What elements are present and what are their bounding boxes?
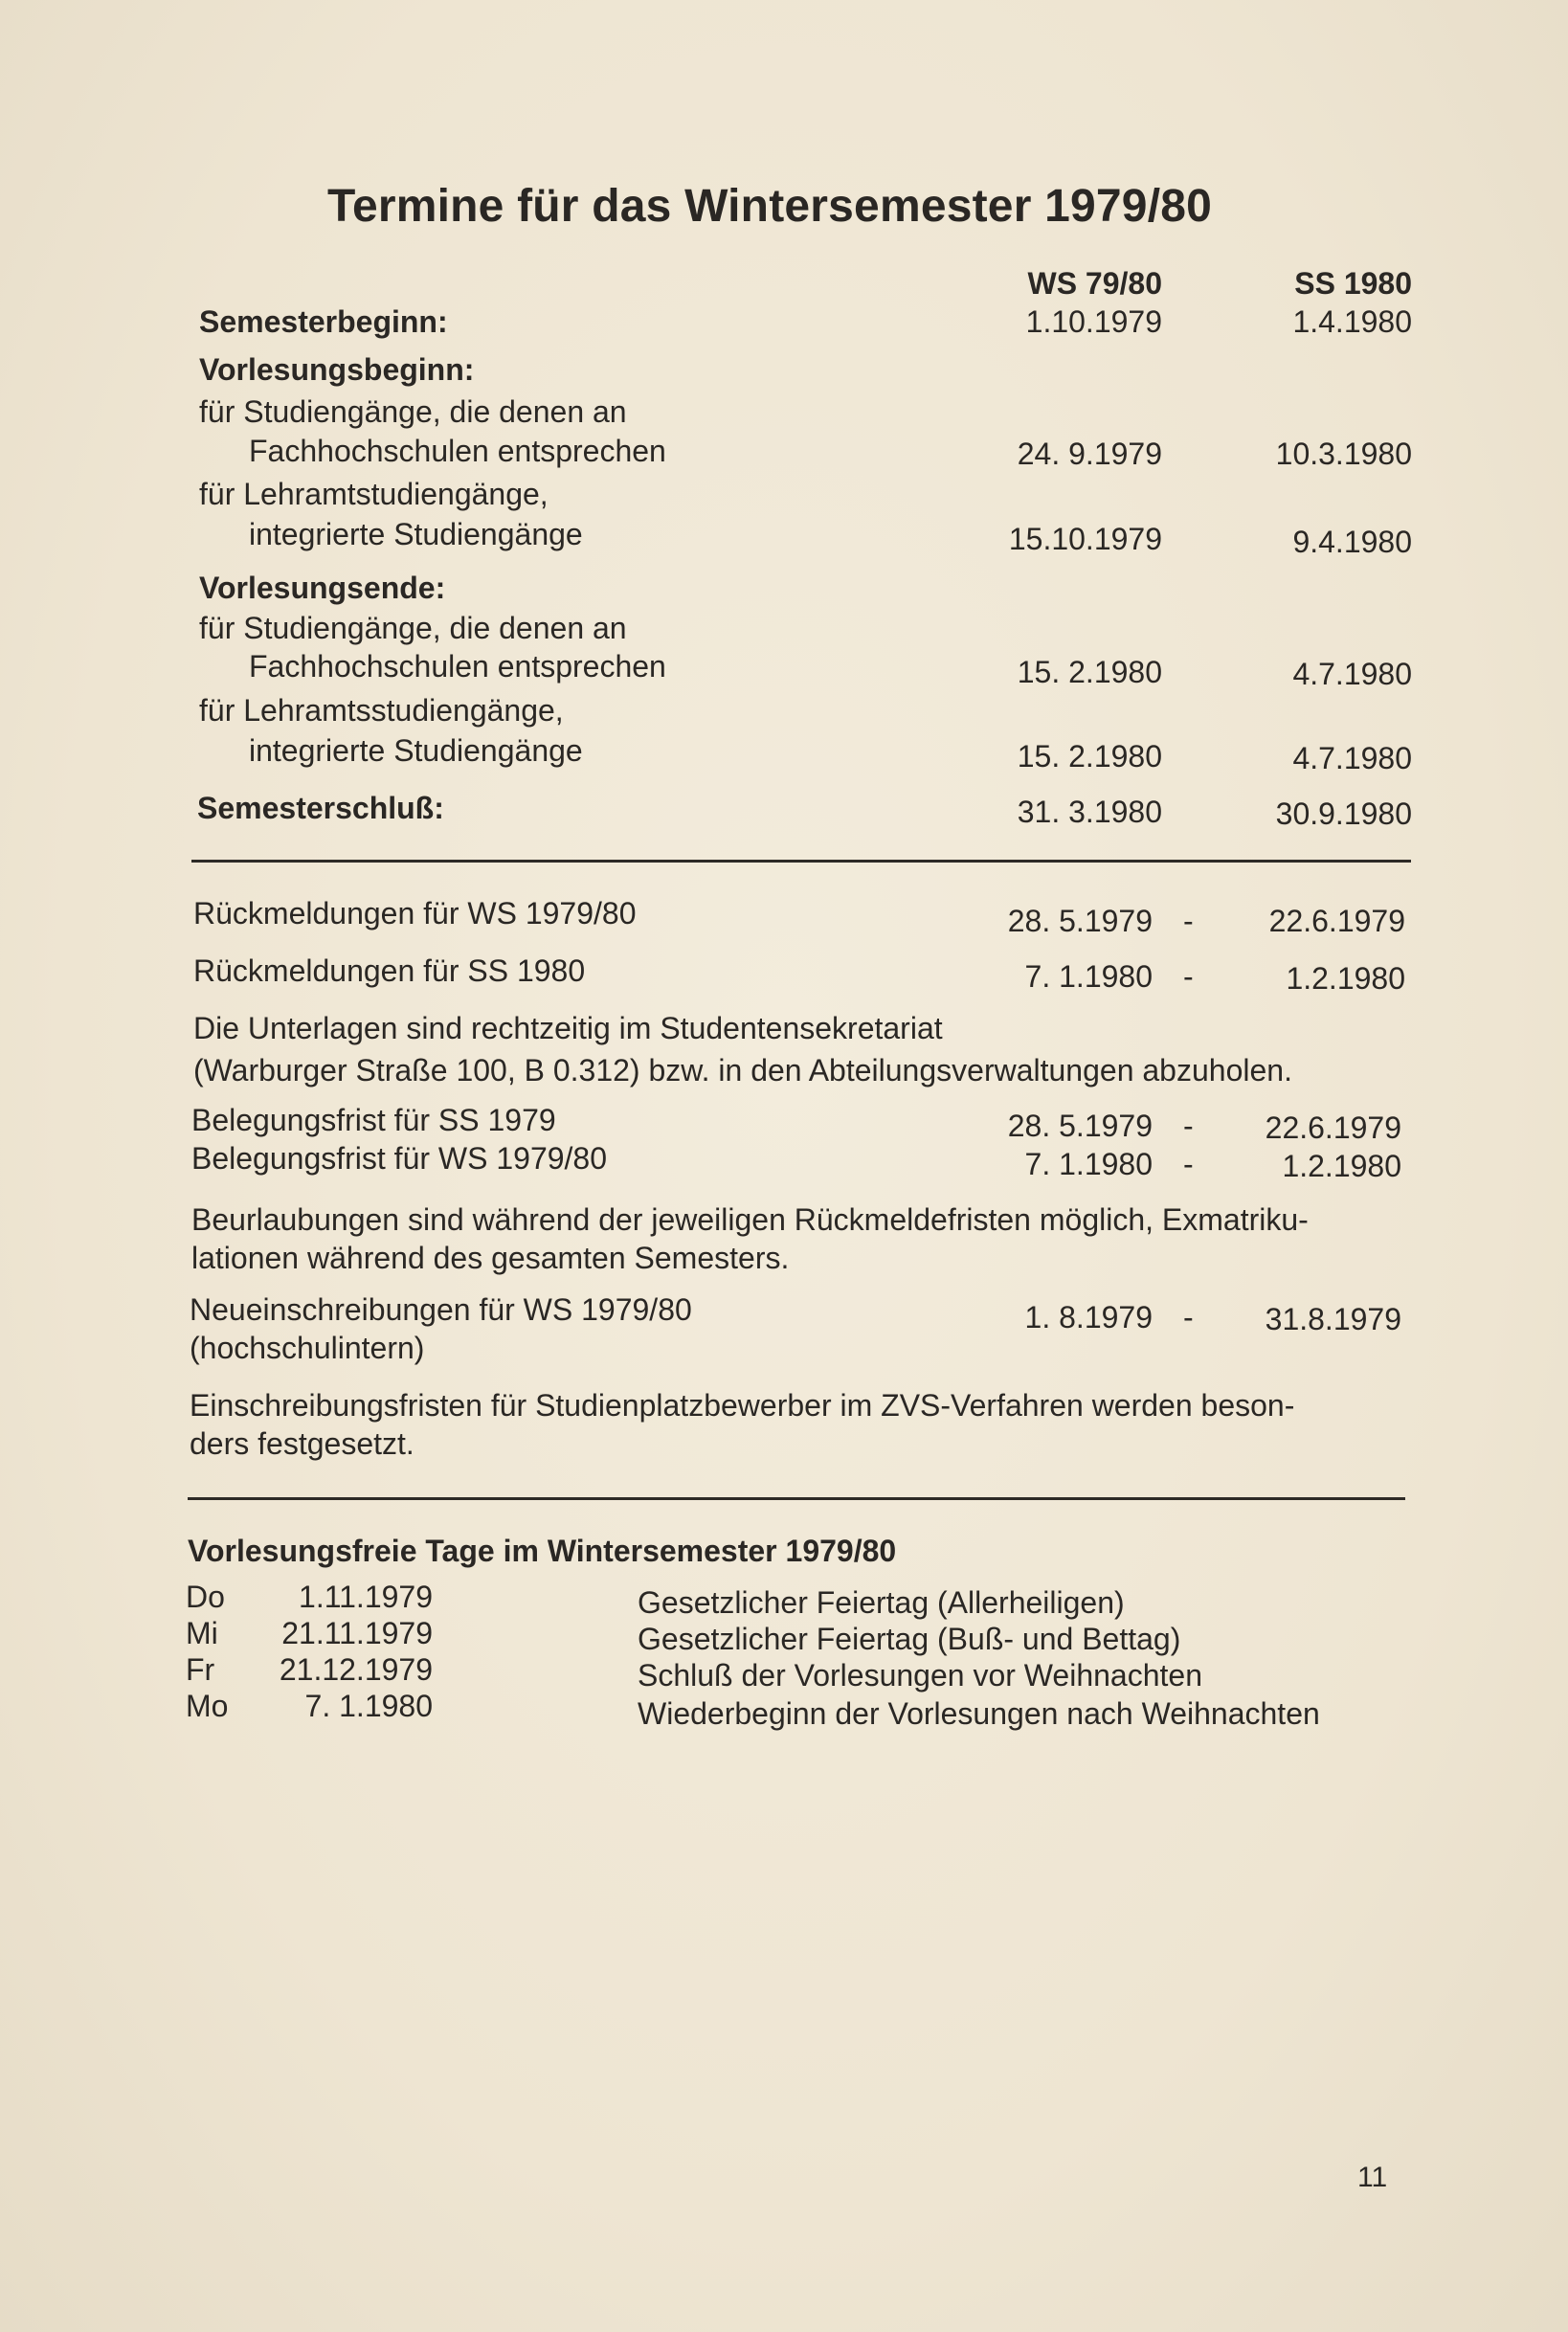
vorlesungsfrei-day: Mo bbox=[186, 1689, 229, 1723]
rueckmeldung-ss-dash: - bbox=[1183, 959, 1194, 994]
vorlesungsbeginn-heading: Vorlesungsbeginn: bbox=[199, 352, 475, 387]
vorlesungsende-fh-line1: für Studiengänge, die denen an bbox=[199, 611, 627, 645]
vorlesungsfrei-desc: Gesetzlicher Feiertag (Buß- und Bettag) bbox=[638, 1622, 1181, 1656]
vorlesungsende-la-line1: für Lehramtsstudiengänge, bbox=[199, 693, 564, 728]
vorlesungsende-fh-ss: 4.7.1980 bbox=[1292, 657, 1412, 691]
vorlesungsende-la-line2: integrierte Studiengänge bbox=[249, 733, 583, 768]
belegung-ss-to: 22.6.1979 bbox=[1265, 1110, 1401, 1145]
page-number: 11 bbox=[1357, 2162, 1388, 2193]
vorlesungsfrei-date: 7. 1.1980 bbox=[304, 1689, 433, 1723]
vorlesungsfrei-heading: Vorlesungsfreie Tage im Wintersemester 1979/80 bbox=[188, 1534, 897, 1568]
rueckmeldung-ss-to: 1.2.1980 bbox=[1286, 961, 1405, 996]
neueinschreibung-from: 1. 8.1979 bbox=[1024, 1300, 1153, 1334]
neueinschreibung-label-line1: Neueinschreibungen für WS 1979/80 bbox=[190, 1292, 692, 1327]
vorlesungsende-la-ws: 15. 2.1980 bbox=[1017, 739, 1162, 774]
vorlesungsfrei-day: Mi bbox=[186, 1616, 218, 1650]
vorlesungsbeginn-fh-line1: für Studiengänge, die denen an bbox=[199, 394, 627, 429]
belegung-ss-from: 28. 5.1979 bbox=[1007, 1109, 1153, 1143]
column-header-ws: WS 79/80 bbox=[1027, 266, 1162, 301]
vorlesungsbeginn-fh-line2: Fachhochschulen entsprechen bbox=[249, 434, 666, 468]
vorlesungsende-la-ss: 4.7.1980 bbox=[1292, 741, 1412, 775]
belegung-ws-from: 7. 1.1980 bbox=[1024, 1147, 1153, 1181]
vorlesungsfrei-date: 1.11.1979 bbox=[299, 1580, 433, 1614]
semesterbeginn-ss: 1.4.1980 bbox=[1292, 304, 1412, 339]
vorlesungsbeginn-fh-ws: 24. 9.1979 bbox=[1017, 437, 1162, 471]
vorlesungsfrei-desc: Schluß der Vorlesungen vor Weihnachten bbox=[638, 1658, 1202, 1693]
belegung-ws-dash: - bbox=[1183, 1147, 1194, 1181]
neueinschreibung-to: 31.8.1979 bbox=[1265, 1302, 1401, 1336]
rueckmeldung-ws-label: Rückmeldungen für WS 1979/80 bbox=[193, 896, 637, 931]
rueckmeldung-ws-dash: - bbox=[1183, 904, 1194, 938]
vorlesungsfrei-date: 21.11.1979 bbox=[281, 1616, 433, 1650]
unterlagen-line1: Die Unterlagen sind rechtzeitig im Studentensekretariat bbox=[193, 1011, 943, 1045]
vorlesungsbeginn-la-line1: für Lehramtstudiengänge, bbox=[199, 477, 549, 511]
belegung-ss-label: Belegungsfrist für SS 1979 bbox=[191, 1103, 556, 1137]
semesterbeginn-label: Semesterbeginn: bbox=[199, 304, 448, 339]
semesterschluss-label: Semesterschluß: bbox=[197, 791, 444, 825]
rueckmeldung-ss-from: 7. 1.1980 bbox=[1024, 959, 1153, 994]
vorlesungsfrei-day: Fr bbox=[186, 1652, 215, 1687]
page-title: Termine für das Wintersemester 1979/80 bbox=[327, 181, 1213, 232]
semesterschluss-ss: 30.9.1980 bbox=[1275, 796, 1412, 831]
vorlesungsende-fh-ws: 15. 2.1980 bbox=[1017, 655, 1162, 689]
vorlesungsende-heading: Vorlesungsende: bbox=[199, 571, 446, 605]
beurlaubung-line2: lationen während des gesamten Semesters. bbox=[191, 1241, 790, 1275]
vorlesungsbeginn-fh-ss: 10.3.1980 bbox=[1275, 437, 1412, 471]
zvs-line2: ders festgesetzt. bbox=[190, 1426, 414, 1461]
belegung-ss-dash: - bbox=[1183, 1109, 1194, 1143]
vorlesungsbeginn-la-ws: 15.10.1979 bbox=[1008, 522, 1162, 556]
vorlesungsende-fh-line2: Fachhochschulen entsprechen bbox=[249, 649, 666, 684]
beurlaubung-line1: Beurlaubungen sind während der jeweiligen Rückmeldefristen möglich, Exmatriku- bbox=[191, 1202, 1309, 1237]
vorlesungsfrei-date: 21.12.1979 bbox=[279, 1652, 433, 1687]
rueckmeldung-ss-label: Rückmeldungen für SS 1980 bbox=[193, 953, 586, 988]
section-divider bbox=[188, 1497, 1405, 1500]
vorlesungsbeginn-la-line2: integrierte Studiengänge bbox=[249, 517, 583, 551]
column-header-ss: SS 1980 bbox=[1294, 266, 1412, 301]
section-divider bbox=[191, 860, 1411, 863]
rueckmeldung-ws-to: 22.6.1979 bbox=[1268, 904, 1405, 938]
belegung-ws-to: 1.2.1980 bbox=[1282, 1149, 1401, 1183]
unterlagen-line2: (Warburger Straße 100, B 0.312) bzw. in den Abteilungsverwaltungen abzuholen. bbox=[193, 1053, 1292, 1088]
zvs-line1: Einschreibungsfristen für Studienplatzbewerber im ZVS-Verfahren werden beson- bbox=[190, 1388, 1295, 1423]
semesterschluss-ws: 31. 3.1980 bbox=[1017, 795, 1162, 829]
vorlesungsfrei-desc: Wiederbeginn der Vorlesungen nach Weihnachten bbox=[638, 1696, 1320, 1731]
rueckmeldung-ws-from: 28. 5.1979 bbox=[1007, 904, 1153, 938]
vorlesungsfrei-desc: Gesetzlicher Feiertag (Allerheiligen) bbox=[638, 1585, 1125, 1620]
semesterbeginn-ws: 1.10.1979 bbox=[1025, 304, 1162, 339]
neueinschreibung-dash: - bbox=[1183, 1300, 1194, 1334]
vorlesungsfrei-day: Do bbox=[186, 1580, 225, 1614]
vorlesungsbeginn-la-ss: 9.4.1980 bbox=[1292, 525, 1412, 559]
neueinschreibung-label-line2: (hochschulintern) bbox=[190, 1331, 425, 1365]
belegung-ws-label: Belegungsfrist für WS 1979/80 bbox=[191, 1141, 608, 1176]
